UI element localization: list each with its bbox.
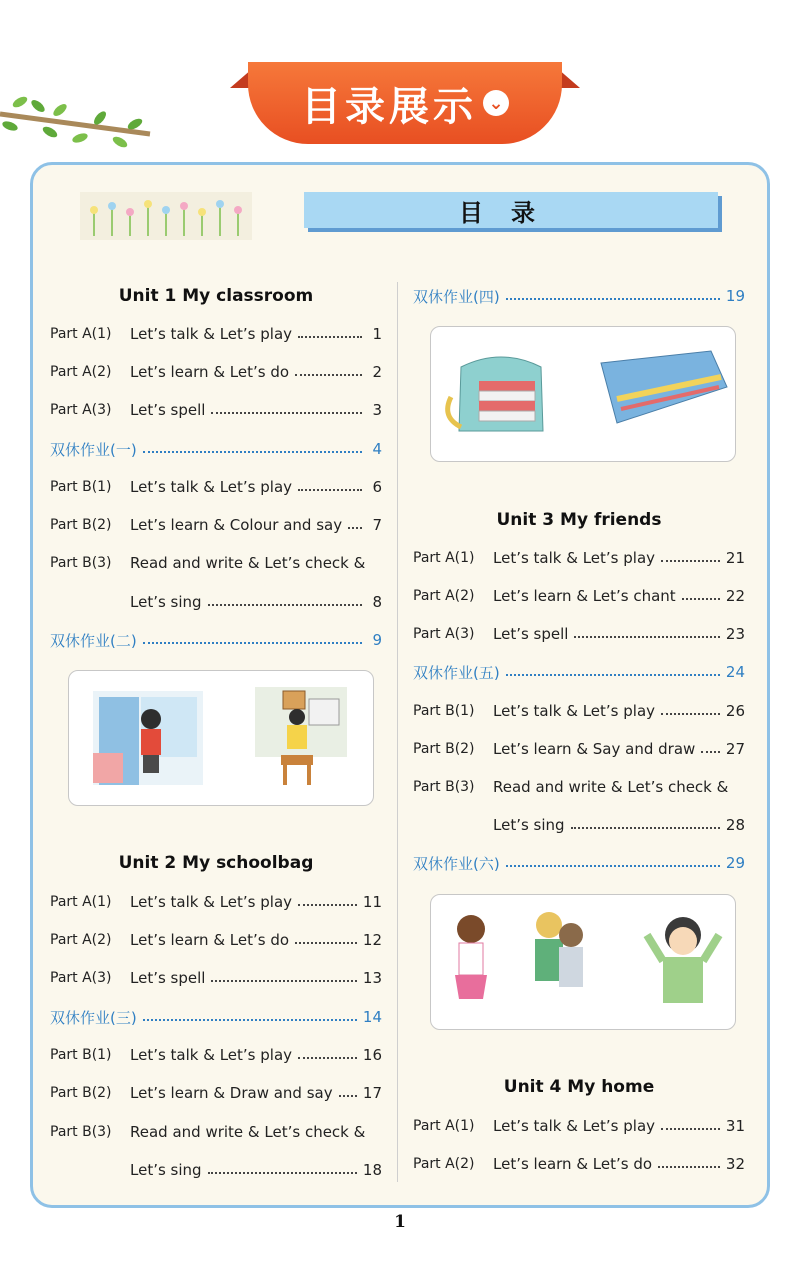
leader-dots [298, 1057, 357, 1059]
toc-row[interactable] [50, 1120, 382, 1144]
toc-row[interactable] [50, 475, 382, 499]
page-ref: 19 [725, 287, 745, 305]
page-ref: 9 [372, 631, 382, 649]
toc-row[interactable] [413, 584, 745, 608]
weekend-homework-row[interactable] [413, 851, 745, 875]
part-label: Part B(3) [50, 1124, 112, 1140]
leader-dots [661, 713, 720, 715]
weekend-homework-row[interactable] [50, 437, 382, 461]
part-label: Part A(1) [50, 326, 112, 342]
part-label: Part A(3) [50, 970, 112, 986]
leader-dots [348, 527, 362, 529]
page-ref: 18 [362, 1161, 382, 1179]
page-ref: 23 [725, 625, 745, 643]
leader-dots [143, 1019, 357, 1021]
leader-dots [211, 412, 362, 414]
chevron-down-icon: ⌄ [483, 90, 509, 116]
weekend-homework-row[interactable] [413, 284, 745, 308]
unit4-title: Unit 4 My home [503, 1077, 655, 1097]
schoolbag-scene-image [431, 327, 735, 461]
classroom-illustration [68, 670, 374, 806]
leader-dots [339, 1095, 357, 1097]
leader-dots [661, 1128, 720, 1130]
leader-dots [208, 1172, 357, 1174]
entry-title: Let’s learn & Let’s do [130, 931, 290, 949]
header-banner [230, 62, 580, 148]
entry-title: Read and write & Let’s check & [493, 778, 729, 796]
entry-title: Let’s talk & Let’s play [493, 702, 656, 720]
part-label: Part B(3) [50, 555, 112, 571]
toc-row[interactable] [413, 775, 745, 799]
leader-dots [506, 298, 720, 300]
part-label: Part B(2) [50, 517, 112, 533]
entry-title: Let’s learn & Say and draw [493, 740, 696, 758]
entry-title: Let’s learn & Colour and say [130, 516, 343, 534]
toc-row[interactable] [50, 890, 382, 914]
weekend-homework-row[interactable] [50, 1005, 382, 1029]
page-ref: 1 [372, 325, 382, 343]
leader-dots [143, 451, 362, 453]
page-ref: 28 [725, 816, 745, 834]
schoolbag-illustration [430, 326, 736, 462]
page-ref: 13 [362, 969, 382, 987]
leader-dots [682, 598, 720, 600]
entry-title: Read and write & Let’s check & [130, 554, 366, 572]
entry-title: Let’s talk & Let’s play [130, 325, 293, 343]
toc-row[interactable] [50, 398, 382, 422]
page-ref: 3 [372, 401, 382, 419]
page-ref: 8 [372, 593, 382, 611]
entry-title: Let’s learn & Draw and say [130, 1084, 333, 1102]
page-ref: 26 [725, 702, 745, 720]
part-label: Part A(1) [413, 1118, 475, 1134]
entry-title: 双休作业(五) [413, 663, 500, 682]
leader-dots [661, 560, 720, 562]
entry-title: Let’s learn & Let’s do [130, 363, 290, 381]
classroom-scene-image [69, 671, 373, 805]
part-label: Part B(1) [50, 1047, 112, 1063]
leader-dots [658, 1166, 720, 1168]
part-label: Part B(1) [50, 479, 112, 495]
leader-dots [298, 489, 362, 491]
toc-row[interactable] [50, 1081, 382, 1105]
page-number: 1 [394, 1212, 406, 1232]
entry-title: Let’s talk & Let’s play [493, 1117, 656, 1135]
entry-title: Read and write & Let’s check & [130, 1123, 366, 1141]
leader-dots [701, 751, 720, 753]
toc-row[interactable] [50, 360, 382, 384]
banner-title: 目录展示 [301, 83, 477, 130]
part-label: Part A(3) [413, 626, 475, 642]
entry-title: 双休作业(六) [413, 854, 500, 873]
entry-title: Let’s learn & Let’s chant [493, 587, 676, 605]
entry-title: Let’s talk & Let’s play [130, 478, 293, 496]
part-label: Part A(2) [50, 364, 112, 380]
leader-dots [571, 827, 720, 829]
entry-title: 双休作业(三) [50, 1008, 137, 1027]
leader-dots [211, 980, 356, 982]
banner-title-box [248, 62, 562, 144]
friends-scene-image [431, 895, 735, 1029]
toc-row[interactable] [50, 966, 382, 990]
weekend-homework-row[interactable] [50, 628, 382, 652]
page-ref: 32 [725, 1155, 745, 1173]
toc-row[interactable] [50, 551, 382, 575]
entry-title: Let’s sing [493, 816, 565, 834]
page-ref: 22 [725, 587, 745, 605]
page-ref: 29 [725, 854, 745, 872]
toc-row[interactable] [413, 1152, 745, 1176]
friends-illustration [430, 894, 736, 1030]
part-label: Part B(2) [413, 741, 475, 757]
branch-illustration [0, 80, 160, 170]
part-label: Part A(3) [50, 402, 112, 418]
part-label: Part A(2) [413, 1156, 475, 1172]
entry-title: Let’s talk & Let’s play [493, 549, 656, 567]
entry-title: 双休作业(四) [413, 287, 500, 306]
leader-dots [208, 604, 362, 606]
leader-dots [143, 642, 362, 644]
entry-title: Let’s sing [130, 593, 202, 611]
page-ref: 11 [362, 893, 382, 911]
toc-heading: 目录 [304, 192, 718, 228]
page-ref: 2 [372, 363, 382, 381]
page-ref: 24 [725, 663, 745, 681]
leader-dots [506, 865, 720, 867]
toc-row[interactable] [413, 546, 745, 570]
leader-dots [298, 336, 362, 338]
entry-title: Let’s spell [493, 625, 569, 643]
flowers-illustration [80, 192, 252, 240]
toc-row[interactable] [50, 513, 382, 537]
leader-dots [298, 904, 357, 906]
part-label: Part B(1) [413, 703, 475, 719]
page-ref: 31 [725, 1117, 745, 1135]
page-ref: 17 [362, 1084, 382, 1102]
part-label: Part A(2) [50, 932, 112, 948]
column-divider [397, 282, 398, 1182]
leader-dots [295, 374, 362, 376]
page-ref: 12 [362, 931, 382, 949]
toc-row[interactable] [413, 699, 745, 723]
toc-row-continued[interactable] [50, 1158, 382, 1182]
toc-row-continued[interactable] [50, 590, 382, 614]
entry-title: Let’s talk & Let’s play [130, 1046, 293, 1064]
toc-row[interactable] [413, 1114, 745, 1138]
toc-row[interactable] [50, 928, 382, 952]
entry-title: Let’s spell [130, 969, 206, 987]
weekend-homework-row[interactable] [413, 660, 745, 684]
entry-title: Let’s spell [130, 401, 206, 419]
toc-row[interactable] [413, 622, 745, 646]
entry-title: Let’s learn & Let’s do [493, 1155, 653, 1173]
page-ref: 7 [372, 516, 382, 534]
part-label: Part B(2) [50, 1085, 112, 1101]
toc-row-continued[interactable] [413, 813, 745, 837]
leader-dots [295, 942, 357, 944]
entry-title: Let’s sing [130, 1161, 202, 1179]
part-label: Part A(1) [413, 550, 475, 566]
part-label: Part A(1) [50, 894, 112, 910]
entry-title: 双休作业(一) [50, 440, 137, 459]
toc-row[interactable] [50, 1043, 382, 1067]
page-ref: 16 [362, 1046, 382, 1064]
page-ref: 6 [372, 478, 382, 496]
page-ref: 14 [362, 1008, 382, 1026]
toc-row[interactable] [413, 737, 745, 761]
unit3-title: Unit 3 My friends [496, 510, 662, 530]
unit1-title: Unit 1 My classroom [118, 286, 314, 306]
entry-title: 双休作业(二) [50, 631, 137, 650]
leader-dots [506, 674, 720, 676]
entry-title: Let’s talk & Let’s play [130, 893, 293, 911]
page-ref: 4 [372, 440, 382, 458]
part-label: Part B(3) [413, 779, 475, 795]
toc-row[interactable] [50, 322, 382, 346]
page-ref: 21 [725, 549, 745, 567]
page-ref: 27 [725, 740, 745, 758]
part-label: Part A(2) [413, 588, 475, 604]
leader-dots [574, 636, 719, 638]
unit2-title: Unit 2 My schoolbag [118, 853, 314, 873]
